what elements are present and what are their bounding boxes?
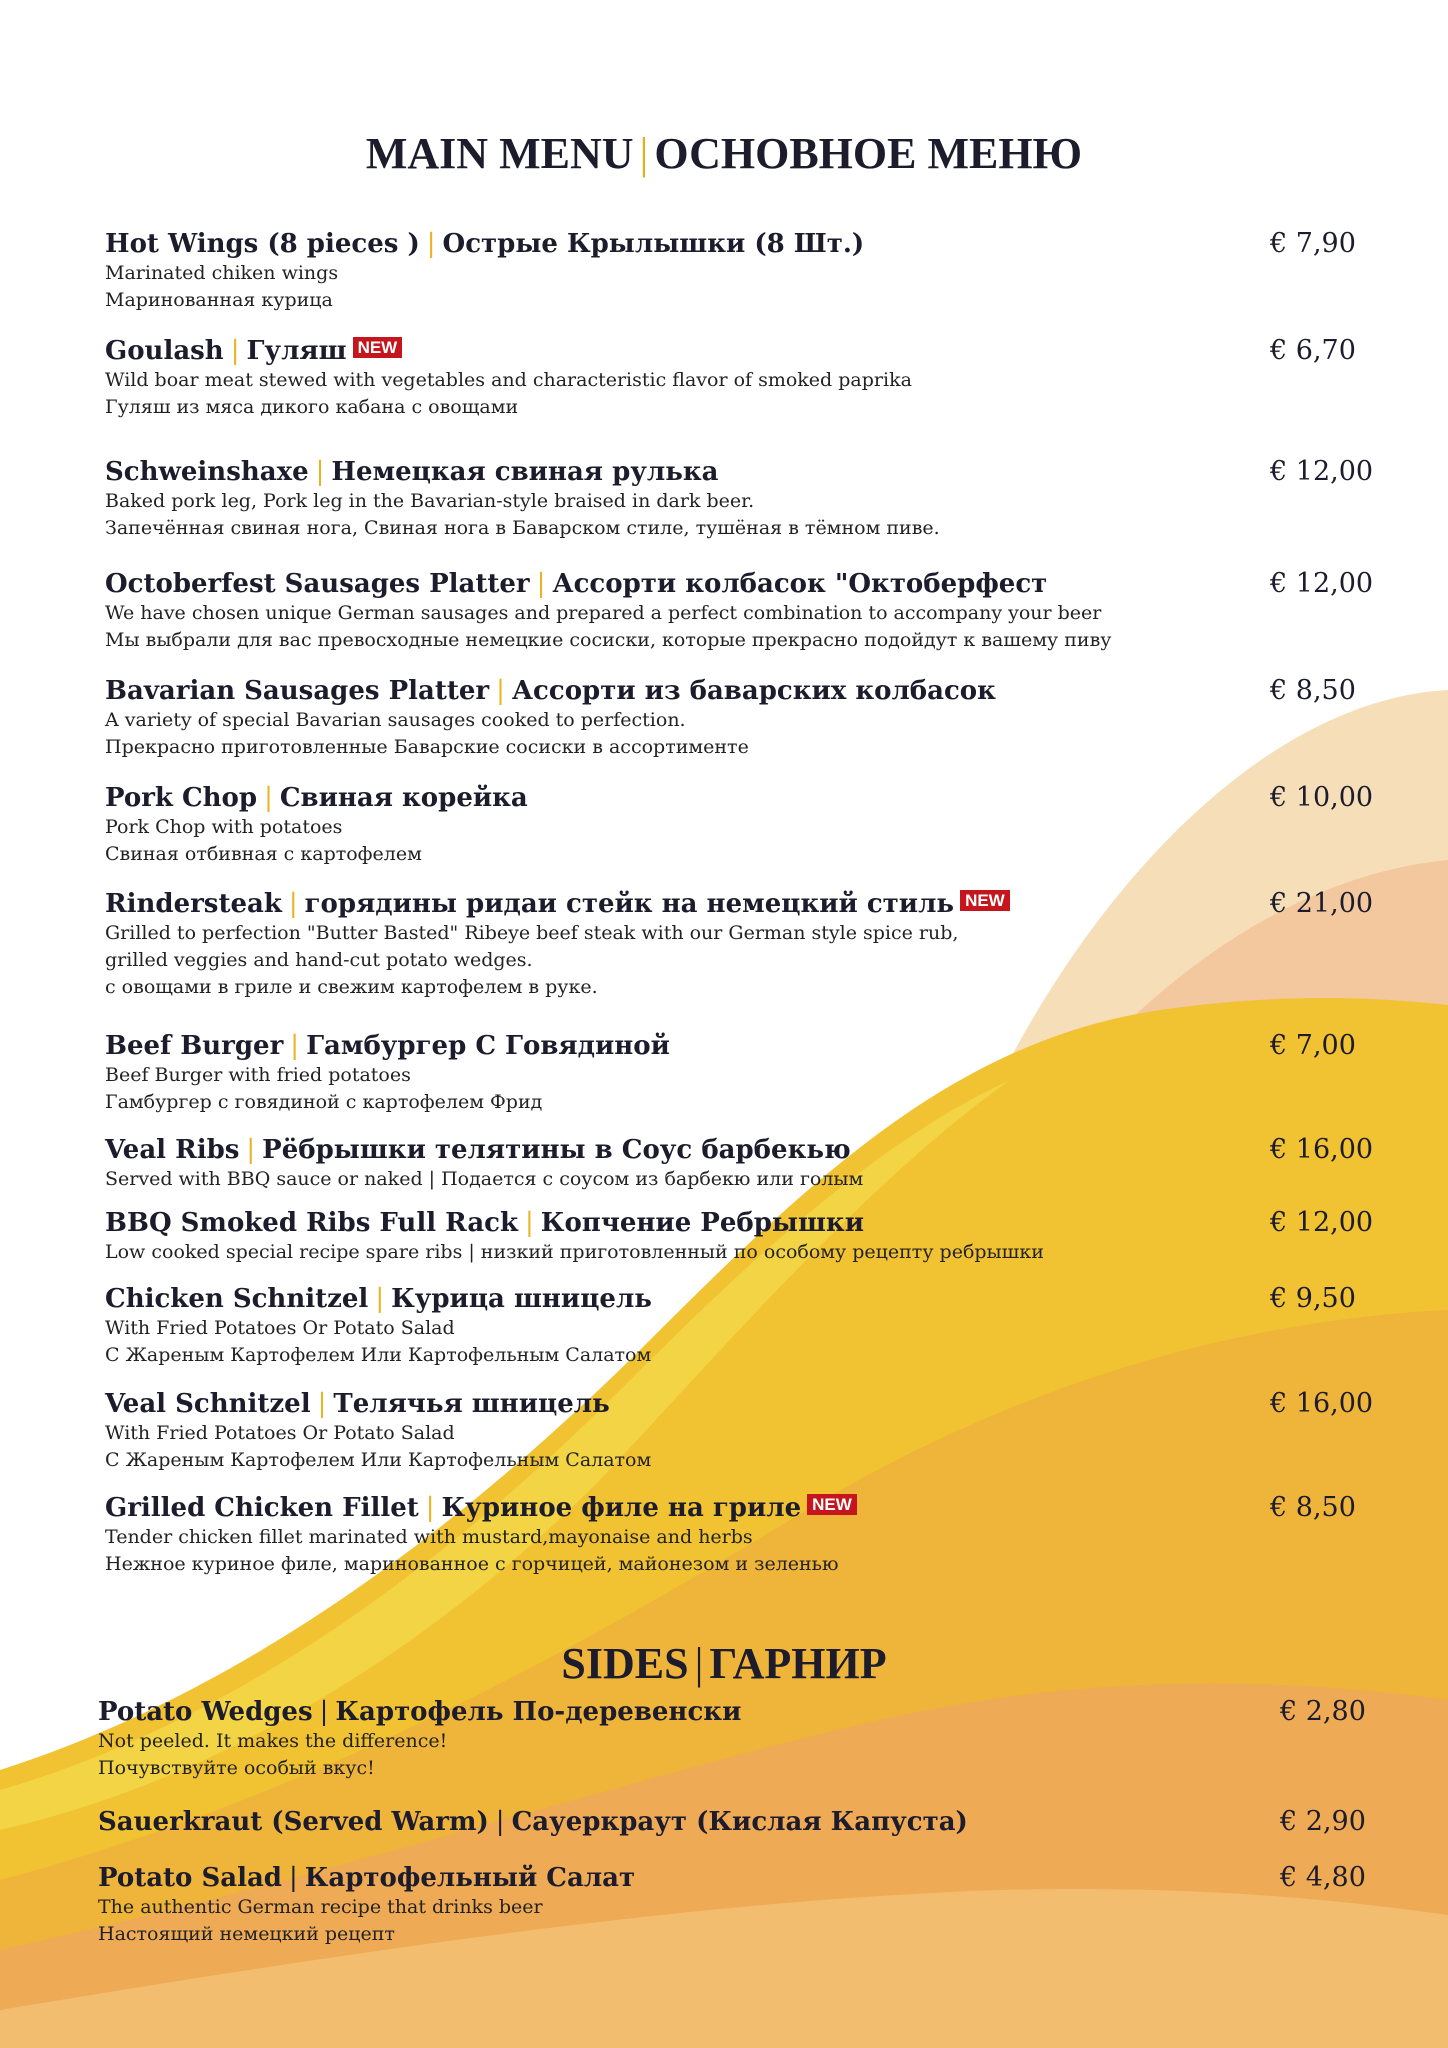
item-price: € 12,00 <box>1270 456 1374 487</box>
item-description: With Fried Potatoes Or Potato Salad <box>105 1317 455 1339</box>
heading-separator: | <box>694 1639 704 1688</box>
main-menu-heading-ru: ОСНОВНОЕ МЕНЮ <box>654 129 1083 178</box>
sides-heading <box>0 1636 1448 1692</box>
item-description: Marinated chiken wings <box>105 262 339 284</box>
item-title-ru: Свиная корейка <box>279 783 528 813</box>
item-title-en: Pork Chop <box>105 783 258 813</box>
item-title-ru: Курица шницель <box>391 1284 652 1314</box>
menu-item <box>105 1388 1385 1474</box>
item-description: Нежное куриное филе, маринованное с горчицей, майонезом и зеленью <box>105 1553 839 1575</box>
item-description: Not peeled. It makes the difference! <box>98 1730 448 1752</box>
item-title-en: Rindersteak <box>105 889 282 919</box>
item-description: A variety of special Bavarian sausages cooked to perfection. <box>105 709 686 731</box>
item-title-ru: Ассорти колбасок "Октоберфест <box>552 569 1048 599</box>
item-price: € 12,00 <box>1270 1207 1374 1238</box>
item-title-ru: Телячья шницель <box>333 1389 610 1419</box>
title-separator: | <box>246 1135 256 1165</box>
menu-item <box>98 1696 1378 1782</box>
item-title-ru: Гуляш <box>246 336 347 366</box>
item-description: Гуляш из мяса дикого кабана с овощами <box>105 396 519 418</box>
menu-item <box>105 1492 1385 1578</box>
menu-item <box>98 1862 1378 1948</box>
item-title-ru: Сауеркраут (Кислая Капуста) <box>511 1807 968 1837</box>
item-price: € 16,00 <box>1270 1134 1374 1165</box>
item-description: Настоящий немецкий рецепт <box>98 1923 395 1945</box>
item-description: We have chosen unique German sausages and prepared a perfect combination to accompany your beer <box>105 602 1102 624</box>
sides-heading-en: SIDES <box>561 1639 689 1688</box>
item-description: Свиная отбивная с картофелем <box>105 843 422 865</box>
item-title <box>105 335 1385 367</box>
item-description: Гамбургер с говядиной с картофелем Фрид <box>105 1091 543 1113</box>
item-price: € 4,80 <box>1280 1862 1366 1893</box>
menu-item <box>105 1030 1385 1116</box>
item-title <box>105 888 1385 920</box>
item-title-en: Hot Wings (8 pieces ) <box>105 229 420 259</box>
title-separator: | <box>496 676 505 706</box>
item-title <box>98 1696 1378 1728</box>
title-separator: | <box>288 1863 298 1893</box>
item-title-en: Veal Ribs <box>105 1135 240 1165</box>
item-description: Low cooked special recipe spare ribs | низкий приготовленный по особому рецепту ребрышки <box>105 1241 1044 1263</box>
item-title <box>105 1492 1385 1524</box>
item-description: Tender chicken fillet marinated with mustard,mayonaise and herbs <box>105 1526 753 1548</box>
new-badge: NEW <box>960 890 1010 911</box>
title-separator: | <box>317 1389 327 1419</box>
item-title-ru: Картофельный Салат <box>304 1863 636 1893</box>
item-title <box>98 1806 1378 1838</box>
item-price: € 8,50 <box>1270 675 1356 706</box>
item-description: Запечённая свиная нога, Свиная нога в Баварском стиле, тушёная в тёмном пиве. <box>105 517 940 539</box>
menu-item <box>105 335 1385 421</box>
item-description: Served with BBQ sauce or naked | Подается с соусом из барбекю или голым <box>105 1168 864 1190</box>
title-separator: | <box>290 1031 300 1061</box>
title-separator: | <box>525 1208 534 1238</box>
item-title <box>105 456 1385 488</box>
item-title-en: Goulash <box>105 336 224 366</box>
item-price: € 12,00 <box>1270 568 1374 599</box>
title-separator: | <box>425 1493 435 1523</box>
item-description: Почувствуйте особый вкус! <box>98 1757 375 1779</box>
title-separator: | <box>495 1807 505 1837</box>
item-description: С Жареным Картофелем Или Картофельным Салатом <box>105 1449 652 1471</box>
item-price: € 2,80 <box>1280 1696 1366 1727</box>
item-description: Pork Chop with potatoes <box>105 816 343 838</box>
item-price: € 9,50 <box>1270 1283 1356 1314</box>
item-title-ru: Ассорти из баварских колбасок <box>511 676 996 706</box>
item-price: € 2,90 <box>1280 1806 1366 1837</box>
item-title-en: Potato Wedges <box>98 1697 313 1727</box>
menu-item <box>105 675 1385 761</box>
menu-item <box>105 888 1385 1001</box>
menu-item <box>105 782 1385 868</box>
item-title-ru: Копчение Ребрышки <box>540 1208 864 1238</box>
item-title-ru: Картофель По-деревенски <box>335 1697 742 1727</box>
title-separator: | <box>230 336 240 366</box>
item-description: Мы выбрали для вас превосходные немецкие сосиски, которые прекрасно подойдут к вашему пиву <box>105 629 1112 651</box>
item-title-en: Potato Salad <box>98 1863 282 1893</box>
main-menu-heading <box>0 126 1448 182</box>
title-separator: | <box>319 1697 329 1727</box>
item-description: С Жареным Картофелем Или Картофельным Салатом <box>105 1344 652 1366</box>
item-description: The authentic German recipe that drinks beer <box>98 1896 543 1918</box>
item-title-ru: Гамбургер С Говядиной <box>306 1031 670 1061</box>
item-title-ru: Рёбрышки телятины в Соус барбекью <box>262 1135 851 1165</box>
menu-item <box>105 1134 1385 1193</box>
item-title <box>98 1862 1378 1894</box>
item-price: € 8,50 <box>1270 1492 1356 1523</box>
heading-separator: | <box>639 129 649 178</box>
item-title <box>105 675 1385 707</box>
title-separator: | <box>315 457 325 487</box>
item-title-ru: Острые Крылышки (8 Шт.) <box>442 229 865 259</box>
menu-item <box>98 1806 1378 1838</box>
item-price: € 16,00 <box>1270 1388 1374 1419</box>
main-menu-heading-en: MAIN MENU <box>365 129 634 178</box>
item-title-ru: горядины ридаи стейк на немецкий стиль <box>304 889 955 919</box>
item-title-en: Chicken Schnitzel <box>105 1284 369 1314</box>
item-price: € 7,90 <box>1270 228 1356 259</box>
item-title-en: Grilled Chicken Fillet <box>105 1493 419 1523</box>
item-description: с овощами в гриле и свежим картофелем в руке. <box>105 976 598 998</box>
item-title-en: BBQ Smoked Ribs Full Rack <box>105 1208 519 1238</box>
title-separator: | <box>426 229 436 259</box>
item-title-en: Sauerkraut (Served Warm) <box>98 1807 489 1837</box>
title-separator: | <box>375 1284 385 1314</box>
sides-heading-ru: ГАРНИР <box>709 1639 887 1688</box>
item-description: With Fried Potatoes Or Potato Salad <box>105 1422 455 1444</box>
item-description: Grilled to perfection "Butter Basted" Ribeye beef steak with our German style spice rub, <box>105 922 959 944</box>
item-title-en: Schweinshaxe <box>105 457 309 487</box>
item-description: Beef Burger with fried potatoes <box>105 1064 411 1086</box>
item-title <box>105 782 1385 814</box>
item-title-ru: Куриное филе на гриле <box>441 1493 802 1523</box>
item-title <box>105 1207 1385 1239</box>
title-separator: | <box>264 783 273 813</box>
title-separator: | <box>288 889 298 919</box>
new-badge: NEW <box>353 337 403 358</box>
item-price: € 6,70 <box>1270 335 1356 366</box>
menu-item <box>105 456 1385 542</box>
item-title <box>105 1030 1385 1062</box>
item-price: € 21,00 <box>1270 888 1374 919</box>
item-title-ru: Немецкая свиная рулька <box>331 457 719 487</box>
title-separator: | <box>536 569 546 599</box>
item-title-en: Octoberfest Sausages Platter <box>105 569 530 599</box>
item-title <box>105 1134 1385 1166</box>
item-title <box>105 1388 1385 1420</box>
menu-item <box>105 1283 1385 1369</box>
item-description: Baked pork leg, Pork leg in the Bavarian-style braised in dark beer. <box>105 490 755 512</box>
item-title <box>105 228 1385 260</box>
new-badge: NEW <box>807 1494 857 1515</box>
item-description: Прекрасно приготовленные Баварские сосиски в ассортименте <box>105 736 749 758</box>
item-title-en: Beef Burger <box>105 1031 284 1061</box>
item-title <box>105 1283 1385 1315</box>
menu-item <box>105 1207 1385 1266</box>
item-description: grilled veggies and hand-cut potato wedges. <box>105 949 533 971</box>
item-description: Маринованная курица <box>105 289 333 311</box>
item-title-en: Veal Schnitzel <box>105 1389 311 1419</box>
item-title-en: Bavarian Sausages Platter <box>105 676 490 706</box>
menu-item <box>105 568 1385 654</box>
item-description: Wild boar meat stewed with vegetables and characteristic flavor of smoked paprika <box>105 369 912 391</box>
item-price: € 10,00 <box>1270 782 1374 813</box>
item-title <box>105 568 1385 600</box>
menu-item <box>105 228 1385 314</box>
item-price: € 7,00 <box>1270 1030 1356 1061</box>
